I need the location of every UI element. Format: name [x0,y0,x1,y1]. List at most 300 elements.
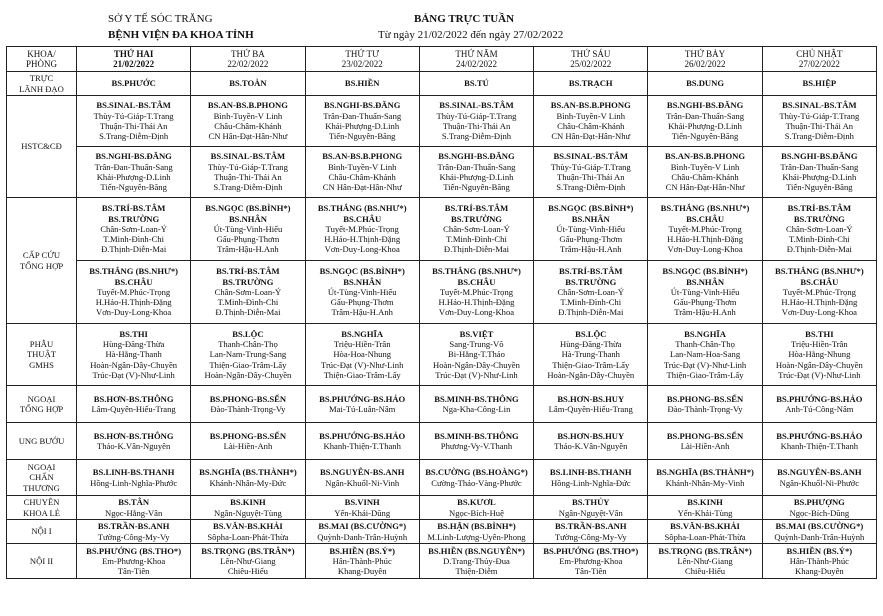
staff-line: Gấu-Phụng-Thơm [559,234,623,245]
duty-cell [648,147,762,198]
staff-line: Khanh-Thiện-T.Thanh [780,441,859,451]
doctor-line: BS.PHƯỚNG-BS.HẢO [319,430,406,441]
doctor-line: BS.HƠN-BS.THÔNG [93,393,174,404]
staff-line: Bi-Hằng-T.Thảo [448,349,505,360]
staff-line: Thanh-Chân-Thọ [218,339,278,350]
doctor-line: BS.NGUYÊN-BS.ANH [777,467,862,478]
doctor-line: BS.NGHI-BS.ĐĂNG [438,151,515,162]
dept-label-line: UNG BƯỚU [18,435,65,446]
staff-line: Khải-Phượng-D.Linh [782,172,857,182]
doctor-line: BS.HIỀN (BS.Ý*) [786,545,853,556]
staff-line: Tuyết-M.Phúc-Trọng [439,286,514,297]
duty-cell [305,261,419,324]
duty-cell [762,96,876,147]
doctor-line: BS.SINAL-BS.TÂM [96,100,171,111]
duty-cell [534,96,648,147]
doctor-line: BS.TRẦN-BS.ANH [97,521,170,532]
doctor-line: BS.HIỀN [344,78,380,89]
duty-cell [77,72,191,96]
duty-cell [305,496,419,520]
staff-line: Thiện-Giao-Trâm-Lấy [209,359,287,370]
staff-line: H.Hảo-H.Thịnh-Đặng [95,297,172,308]
day-name: CHỦ NHẬT [796,48,843,59]
staff-line: CN Hân-Đạt-Hân-Như [551,131,631,142]
staff-line: Thuận-Thi-Thái An [99,121,168,131]
day-date: 26/02/2022 [684,59,726,69]
staff-line: Thiện-Giao-Trâm-Lấy [323,369,401,380]
doctor-line: BS.NHÂN [228,213,267,224]
duty-cell [762,147,876,198]
doctor-line: BS.TRẦN-BS.ANH [554,521,627,532]
doctor-line: BS.SINAL-BS.TÂM [210,151,286,162]
duty-cell [419,423,533,460]
doctor-line: BS.TRÍ-BS.TÂM [216,266,280,277]
dept-label-line: KHOA LẺ [23,507,60,518]
staff-line: Hòa-Hoa-Nhung [333,349,392,360]
staff-line: Trâm-Hậu-H.Anh [560,244,622,255]
doctor-line: BS.THỦY [572,497,610,508]
staff-line: Yến-Khải-Tùng [677,507,733,518]
day-header-wed [305,47,419,72]
duty-cell [534,72,648,96]
staff-line: Trân-Đan-Thuấn-Sang [666,110,745,121]
doctor-line: BS.NGỌC (BS.BÌNH*) [662,266,748,277]
duty-cell [305,423,419,460]
doctor-line: BS.MAI (BS.CƯỜNG*) [318,521,407,532]
duty-cell [419,544,533,579]
staff-line: Thuận-Thi-Thái An [556,172,625,182]
day-header-mon [77,47,191,72]
staff-line: S.Trang-Diễm-Định [441,131,512,142]
staff-line: Bình-Tuyền-V Linh [213,110,283,121]
duty-cell [305,324,419,386]
staff-line: Hà-Hằng-Thanh [105,349,162,360]
duty-cell [534,460,648,496]
doctor-line: BS.TRÍ-BS.TÂM [787,203,852,214]
staff-line: Vơn-Duy-Long-Khoa [438,307,515,318]
staff-line: Thuận-Thi-Thái An [442,121,511,131]
staff-line: Đào-Thành-Trọng-Vy [667,404,743,414]
doctor-line: BS.LỘC [575,328,607,339]
table-header-row [7,47,877,72]
doctor-line: BS.TÂN [118,497,150,508]
doctor-line: BS.NGỌC (BS.BÌNH*) [548,203,634,214]
doctor-line: BS.TRƯỜNG [450,213,502,224]
duty-cell [305,386,419,423]
doctor-line: BS.MAI (BS.CƯỜNG*) [775,521,864,532]
doctor-line: BS.MINH-BS.THÔNG [434,430,519,441]
staff-line: Hùng-Đăng-Thừa [102,339,165,350]
staff-line: Trâm-Hậu-H.Anh [331,307,393,318]
day-header-tue [191,47,305,72]
staff-line: D.Trang-Thủy-Đua [443,555,510,566]
duty-cell [648,460,762,496]
staff-line: Châu-Châm-Khánh [557,121,625,131]
staff-line: Khanh-Thiện-T.Thanh [323,441,401,451]
staff-line: Bình-Tuyền-V Linh [556,110,626,121]
doctor-line: BS.PHƯỢNG [793,497,845,508]
staff-line: Vơn-Duy-Long-Khoa [781,307,857,318]
staff-line: Triệu-Hiền-Trân [791,339,848,350]
doctor-line: BS.PHONG-BS.SẾN [666,430,744,441]
staff-line: Ngọc-Bích-Huệ [449,507,504,518]
dept-label [7,96,77,198]
staff-line: M.Linh-Lượng-Uyên-Phong [427,531,526,542]
staff-line: S.Trang-Diễm-Định [99,131,169,142]
duty-cell [534,386,648,423]
staff-line: Ngân-Khuổl-Ni-Phước [779,477,860,488]
doctor-line: BS.HIỀN (BS.Ý*) [329,545,396,556]
staff-line: Trúc-Đạt (V)-Như-Linh [663,359,747,370]
staff-line: Đào-Thành-Trọng-Vy [210,404,286,414]
duty-cell [648,261,762,324]
dept-label-line: NGOẠI [27,393,56,404]
table-row [7,544,877,579]
staff-line: Út-Tùng-Vinh-Hiếu [327,286,397,297]
staff-line: H.Hảo-H.Thịnh-Đặng [438,297,515,308]
dept-header-line: PHÒNG [25,59,57,69]
duty-cell [762,423,876,460]
staff-line: Trúc-Đạt (V)-Như-Linh [321,359,404,370]
staff-line: Lâm-Quyên-Hiếu-Trang [548,404,633,414]
dept-label-line: NỘI I [31,526,52,537]
duty-cell [77,460,191,496]
staff-line: Út-Tùng-Vinh-Hiếu [670,286,740,297]
duty-cell [77,496,191,520]
doctor-line: BS.HIỆP [802,78,837,89]
doctor-line: BS.AN-BS.B.PHONG [322,151,403,162]
doctor-line: BS.PHƯỚNG-BS.HẢO [776,430,863,441]
day-date: 21/02/2022 [113,59,155,69]
duty-cell [191,96,305,147]
staff-line: Hòa-Hằng-Nhung [788,349,851,360]
doctor-line: BS.HẬN (BS.BÌNH*) [437,521,516,532]
doctor-line: BS.THẮNG (BS.NHƯ*) [317,203,407,214]
duty-cell [648,324,762,386]
staff-line: Tiến-Nguyên-Băng [443,182,510,193]
duty-cell [534,147,648,198]
staff-line: Sôpha-Loan-Phát-Thừa [664,531,746,542]
dept-label [7,496,77,520]
doctor-line: BS.CHÂU [800,276,839,287]
table-row [7,72,877,96]
staff-line: Bình-Tuyền-V Linh [670,161,740,172]
duty-cell [419,261,533,324]
day-name: THỨ BA [231,48,265,59]
staff-line: Tiến-Nguyên-Băng [328,131,396,142]
duty-cell [305,198,419,261]
staff-line: Tường-Công-My-Vy [554,531,627,542]
staff-line: Khang-Duyên [795,566,844,577]
duty-cell [419,460,533,496]
date-range: Từ ngày 21/02/2022 đến ngày 27/02/2022 [378,29,564,41]
dept-label-line: NGOẠI [27,462,56,473]
staff-line: Ngọc-Bích-Dũng [789,507,850,518]
duty-cell [648,496,762,520]
staff-line: Khánh-Nhân-My-Đức [209,477,287,488]
staff-line: Chiêu-Hiếu [227,566,268,577]
staff-line: Hồng-Linh-Nghĩa-Phước [90,477,178,488]
staff-line: Đ.Thịnh-Diễn-Mai [101,244,167,255]
staff-line: Khải-Phượng-D.Linh [96,172,171,182]
staff-line: Thùy-Tú-Giáp-T.Trang [550,161,631,172]
staff-line: Chiêu-Hiếu [684,566,726,577]
table-row [7,261,877,324]
duty-cell [77,386,191,423]
doctor-line: BS.VĂN-BS.KHẢI [670,521,740,532]
duty-cell [534,544,648,579]
dept-label-line: LÃNH ĐẠO [19,83,64,94]
staff-line: Nga-Kha-Công-Lin [442,404,511,414]
dept-label-line: HSTC&CĐ [21,141,62,152]
doctor-line: BS.NGHI-BS.ĐĂNG [666,100,744,111]
doctor-line: BS.LỘC [232,328,264,339]
duty-cell [762,324,876,386]
duty-cell [762,198,876,261]
staff-line: Ngân-Khuổl-Ni-Vinh [325,477,400,488]
day-header-sat [648,47,762,72]
duty-cell [648,386,762,423]
dept-label-line: CHUYÊN [23,497,60,508]
dept-label [7,520,77,544]
table-row [7,423,877,460]
staff-line: T.Minh-Đình-Chi [446,234,507,245]
staff-line: Lâm-Quyên-Hiếu-Trang [91,404,176,414]
duty-cell [305,72,419,96]
duty-cell [419,386,533,423]
doctor-line: BS.TÚ [464,78,489,89]
table-row [7,386,877,423]
staff-line: Thiện-Giao-Trâm-Lấy [666,369,744,380]
table-row [7,324,877,386]
duty-cell [191,544,305,579]
staff-line: CN Hân-Đạt-Hân-Như [665,182,745,193]
duty-cell [534,496,648,520]
table-row [7,520,877,544]
hospital-name: BỆNH VIỆN ĐA KHOA TỈNH [108,29,254,41]
staff-line: Trân-Đan-Thuấn-Sang [437,161,516,172]
dept-label-line: THƯƠNG [23,482,60,493]
staff-line: Tiến-Nguyên-Băng [671,131,739,142]
doctor-line: BS.TRƯỜNG [793,213,845,224]
doctor-line: BS.THẮNG (BS.NHƯ*) [89,266,178,277]
duty-cell [191,324,305,386]
duty-cell [305,96,419,147]
staff-line: Vơn-Duy-Long-Khoa [667,244,743,255]
staff-line: Châu-Châm-Khánh [214,121,282,131]
duty-cell [648,544,762,579]
agency-name: SỞ Y TẾ SÓC TRĂNG [108,13,213,25]
staff-line: H.Hảo-H.Thịnh-Đặng [667,234,743,245]
staff-line: Khải-Phượng-D.Linh [325,121,400,131]
staff-line: Chân-Sơm-Loan-Ý [100,223,167,234]
doctor-line: BS.PHƯỚC [111,78,156,89]
doctor-line: BS.MINH-BS.THÔNG [434,393,519,404]
duty-cell [648,72,762,96]
duty-cell [648,520,762,544]
duty-cell [305,147,419,198]
staff-line: Út-Tùng-Vinh-Hiếu [556,223,626,234]
staff-line: Hoàn-Ngân-Dây-Chuyền [547,369,635,380]
staff-line: Trân-Đan-Thuấn-Sang [323,110,402,121]
staff-line: S.Trang-Diễm-Định [213,182,283,193]
dept-label [7,460,77,496]
dept-label-line: THUẬT [26,349,57,360]
doctor-line: BS.THẮNG (BS.NHƯ*) [432,266,521,277]
staff-line: T.Minh-Đình-Chi [217,297,279,308]
staff-line: Gấu-Phụng-Thơm [216,234,280,245]
day-name: THỨ SÁU [571,48,611,59]
staff-line: Hân-Thành-Phúc [332,555,392,566]
staff-line: Tuyết-M.Phúc-Trọng [97,286,171,297]
staff-line: Thảo-K.Vân-Nguyên [97,441,171,451]
staff-line: Sang-Trung-Võ [449,339,504,350]
doctor-line: BS.VINH [344,497,380,508]
doctor-line: BS.NGUYÊN-BS.ANH [319,467,405,478]
staff-line: Hùng-Đăng-Thừa [560,339,622,350]
doctor-line: BS.NGHI-BS.ĐĂNG [95,151,172,162]
doctor-line: BS.NGỌC (BS.BÌNH*) [319,266,405,277]
staff-line: Trúc-Đạt (V)-Như-Linh [778,369,861,380]
staff-line: CN Hân-Đạt-Hân-Như [208,131,288,142]
doctor-line: BS.TRỌNG (BS.TRÂN*) [201,545,295,556]
staff-line: Châu-Châm-Khánh [328,172,396,182]
duty-cell [191,496,305,520]
doctor-line: BS.AN-BS.B.PHONG [665,151,746,162]
staff-line: Hân-Thành-Phúc [789,555,849,566]
doctor-line: BS.VIỆT [459,328,494,339]
staff-line: Tiến-Nguyên-Băng [100,182,167,193]
day-date: 24/02/2022 [455,59,497,69]
staff-line: Tân-Tiên [574,566,607,577]
doctor-line: BS.NGHĨA [341,328,384,339]
day-header-fri [534,47,648,72]
doctor-line: BS.CƯỜNG (BS.HOÀNG*) [425,467,528,478]
doctor-line: BS.CHÂU [343,213,382,224]
table-row [7,198,877,261]
doctor-line: BS.THẮNG (BS.NHƯ*) [660,203,750,214]
dept-label-line: NỘI II [29,555,54,566]
doctor-line: BS.KINH [687,497,723,508]
staff-line: Sôpha-Loan-Phát-Thừa [207,531,289,542]
staff-line: Thùy-Tú-Giáp-T.Trang [93,110,174,121]
staff-line: Em-Phương-Khoa [559,555,623,566]
staff-line: Thảo-K.Vân-Nguyên [554,441,628,451]
staff-line: Trúc-Đạt (V)-Như-Linh [435,369,518,380]
duty-cell [762,520,876,544]
staff-line: Chân-Sơm-Loan-Ý [786,223,853,234]
duty-cell [534,520,648,544]
duty-cell [305,544,419,579]
duty-cell [419,147,533,198]
duty-cell [191,72,305,96]
duty-cell [191,520,305,544]
doctor-line: BS.NGỌC (BS.BÌNH*) [205,203,291,214]
day-header-thu [419,47,533,72]
staff-line: Thiện-Diễm [455,566,498,577]
staff-line: Đ.Thịnh-Diễn-Mai [558,307,624,318]
doctor-line: BS.PHƯỚNG (BS.THO*) [86,545,182,556]
table-row [7,460,877,496]
doctor-line: BS.THẮNG (BS.NHƯ*) [774,266,864,277]
doctor-line: BS.TRƯỜNG [565,276,617,287]
staff-line: Lên-Như-Giang [677,555,733,566]
doctor-line: BS.PHONG-BS.SẾN [209,430,287,441]
doctor-line: BS.HƠN-BS.THÔNG [93,430,174,441]
duty-cell [534,198,648,261]
doctor-line: BS.PHƯỚNG-BS.HẢO [319,393,406,404]
duty-cell [191,147,305,198]
duty-cell [77,324,191,386]
staff-line: Ngân-Nguyệt-Tùng [214,507,282,518]
staff-line: Tường-Công-My-Vy [97,531,170,542]
doctor-line: BS.NGHĨA (BS.THÀNH*) [656,467,754,478]
duty-cell [77,544,191,579]
staff-line: Tuyết-M.Phúc-Trọng [668,223,742,234]
staff-line: Hoàn-Ngân-Dây-Chuyền [204,369,292,380]
duty-cell [762,72,876,96]
doctor-line: BS.HƠN-BS.HUY [557,430,625,441]
staff-line: Thuận-Thi-Thái An [214,172,282,182]
dept-label [7,72,77,96]
staff-line: Tân-Tiên [117,566,150,577]
staff-line: Trân-Đan-Thuấn-Sang [94,161,173,172]
duty-cell [305,460,419,496]
staff-line: Quỳnh-Danh-Trân-Huỳnh [317,531,408,542]
staff-line: Thanh-Chân-Thọ [675,339,735,350]
dept-label [7,198,77,324]
duty-cell [77,198,191,261]
staff-line: H.Hảo-H.Thịnh-Đặng [781,297,858,308]
doctor-line: BS.HIỀN (BS.NGUYÊN*) [428,545,525,556]
document-title: BẢNG TRỰC TUẦN [414,13,515,25]
staff-line: Mai-Tú-Luân-Nâm [329,404,396,414]
duty-cell [419,520,533,544]
doctor-line: BS.THI [119,328,148,339]
duty-cell [419,324,533,386]
dept-label-line: GMHS [29,359,54,370]
dept-label-line: TỔNG HỢP [19,260,64,271]
staff-line: Yến-Khải-Dũng [334,507,391,518]
staff-line: Hoàn-Ngân-Dây-Chuyền [433,359,520,370]
duty-cell [762,496,876,520]
dept-label-line: PHẪU [29,339,54,350]
duty-cell [534,423,648,460]
doctor-line: BS.CHÂU [114,276,153,287]
doctor-line: BS.PHƯỚNG (BS.THO*) [543,545,639,556]
doctor-line: BS.AN-BS.B.PHONG [550,100,631,111]
duty-cell [77,520,191,544]
doctor-line: BS.TRẠCH [568,78,613,89]
staff-line: Triệu-Hiền-Trân [333,339,391,350]
duty-cell [419,96,533,147]
staff-line: Lài-Hiền-Anh [223,441,273,451]
staff-line: Đ.Thịnh-Diễn-Mai [786,244,852,255]
staff-line: Thùy-Tú-Giáp-T.Trang [436,110,517,121]
doctor-line: BS.TRỌNG (BS.TRÂN*) [658,545,752,556]
staff-line: Thùy-Tú-Giáp-T.Trang [207,161,288,172]
doctor-line: BS.NHÂN [686,276,725,287]
table-row [7,496,877,520]
dept-label [7,386,77,423]
day-date: 22/02/2022 [227,59,269,69]
staff-line: Gấu-Phụng-Thơm [330,297,394,308]
staff-line: Hoàn-Ngân-Dây-Chuyền [90,359,178,370]
staff-line: Đ.Thịnh-Diễn-Mai [443,244,510,255]
staff-line: Lan-Nam-Trung-Sang [209,349,287,360]
staff-line: S.Trang-Diễm-Định [556,182,626,193]
doctor-line: BS.VĂN-BS.KHẢI [213,521,283,532]
